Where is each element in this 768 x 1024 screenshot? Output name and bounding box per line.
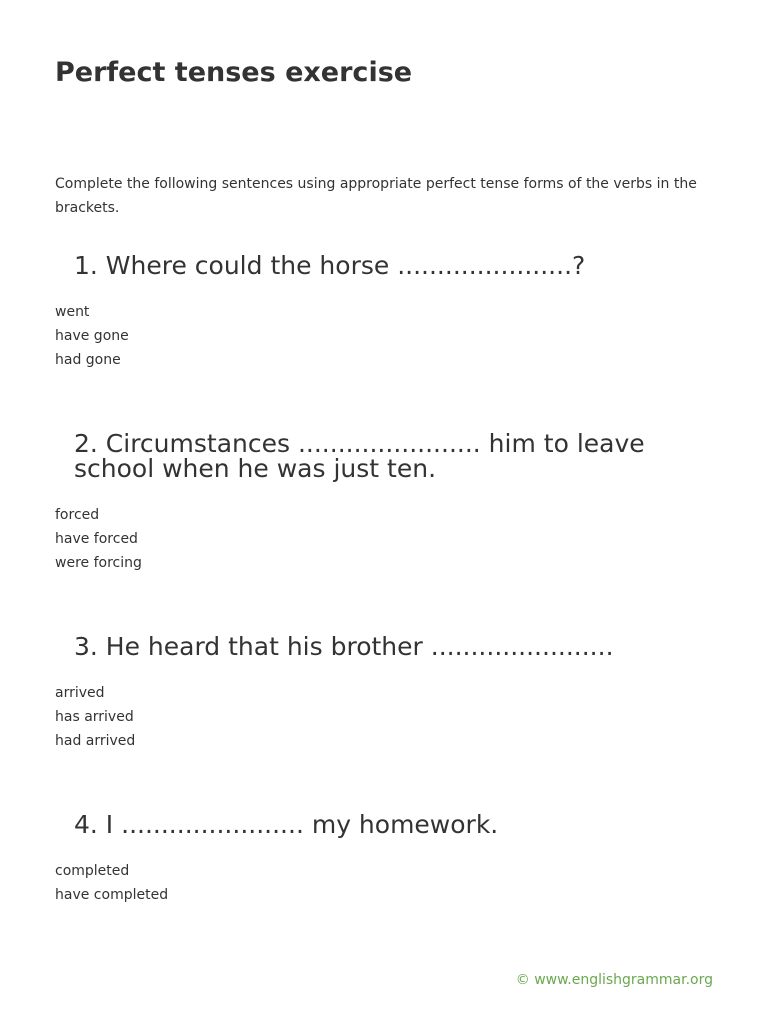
option-have-forced: have forced [55, 531, 138, 547]
option-were-forcing: were forcing [55, 555, 142, 571]
option-have-completed: have completed [55, 887, 169, 903]
option-went: went [55, 304, 90, 320]
option-have-gone: have gone [55, 328, 129, 344]
question-4-options [55, 859, 715, 907]
option-forced: forced [55, 507, 100, 523]
question-3 [55, 634, 715, 753]
instructions-text: Complete the following sentences using appropriate perfect tense forms of the verbs in the brackets. [55, 176, 697, 216]
footer-copyright-link[interactable]: © www.englishgrammar.org [515, 972, 713, 988]
option-completed: completed [55, 863, 130, 879]
question-4-text: 4. I ....................... my homework. [74, 810, 499, 839]
question-2-options [55, 503, 715, 575]
option-had-gone: had gone [55, 352, 121, 368]
option-arrived: arrived [55, 685, 105, 701]
page-title: Perfect tenses exercise [55, 57, 413, 88]
question-1 [55, 253, 715, 372]
question-2 [55, 431, 715, 575]
question-2-text: 2. Circumstances ....................... him to leave school when he was just ten. [74, 429, 645, 483]
question-3-options [55, 681, 715, 753]
option-had-arrived: had arrived [55, 733, 136, 749]
question-1-text: 1. Where could the horse ......................? [74, 251, 586, 280]
option-has-arrived: has arrived [55, 709, 134, 725]
question-1-options [55, 300, 715, 372]
question-3-text: 3. He heard that his brother ....................... [74, 632, 614, 661]
question-4 [55, 812, 715, 907]
